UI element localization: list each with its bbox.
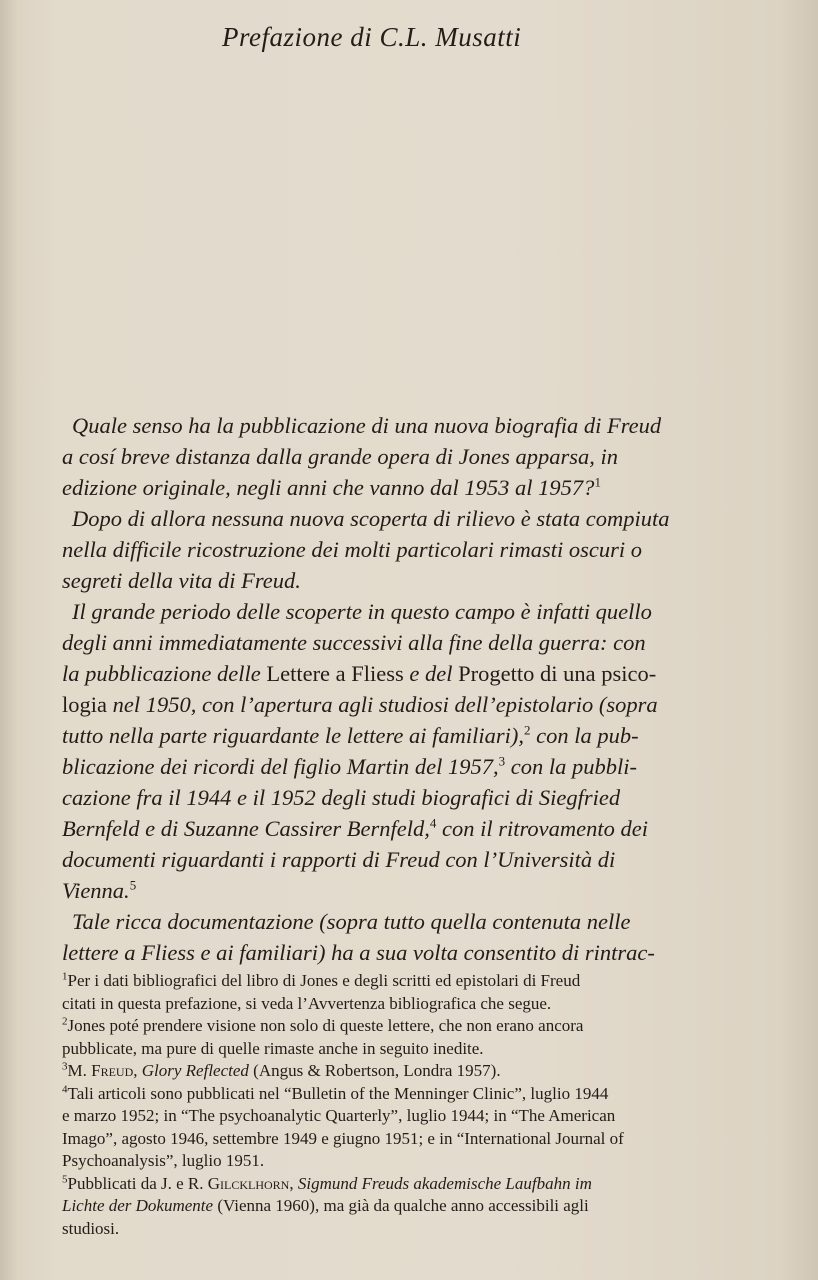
body-line: tutto nella parte riguardante le lettere ai familiari),$^2$ con la pub-	[62, 722, 639, 748]
body-line: Dopo di allora nessuna nuova scoperta di rilievo è stata compiuta	[72, 506, 670, 531]
body-line: Bernfeld e di Suzanne Cassirer Bernfeld,$^4$ con il ritrovamento dei	[62, 815, 649, 841]
footnote-line: studiosi.	[62, 1218, 120, 1238]
body-line: Il grande periodo delle scoperte in questo campo è infatti quello	[72, 599, 652, 624]
footnote-1: $^1$Per i dati bibliografici del libro di Jones e degli scritti ed epistolari di Freud	[62, 970, 581, 990]
footnote-line: citati in questa prefazione, si veda l’Avvertenza bibliografica che segue.	[62, 993, 552, 1013]
body-line: logia nel 1950, con l’apertura agli studiosi dell’epistolario (sopra	[62, 692, 658, 717]
footnote-5: $^5$Pubblicati da J. e R. Gilcklhorn, Sigmund Freuds akademische Laufbahn im	[62, 1172, 592, 1193]
footnote-ref: 3	[498, 753, 506, 769]
footnote-4: $^4$Tali articoli sono pubblicati nel “Bulletin of the Menninger Clinic”, luglio 1944	[62, 1082, 609, 1103]
body-line: degli anni immediatamente successivi alla fine della guerra: con	[62, 630, 646, 655]
body-line: cazione fra il 1944 e il 1952 degli studi biografici di Siegfried	[62, 785, 621, 810]
body-line: edizione originale, negli anni che vanno dal 1953 al 1957?$^1$	[62, 474, 601, 500]
book-title-progetto: Progetto di una psico-	[458, 661, 657, 686]
body-line: a cosí breve distanza dalla grande opera di Jones apparsa, in	[62, 444, 618, 469]
footnote-line: pubblicate, ma pure di quelle rimaste anche in seguito inedite.	[62, 1038, 484, 1058]
preface-body	[62, 410, 774, 968]
body-line: Vienna.$^5$	[62, 877, 137, 903]
body-line: Quale senso ha la pubblicazione di una nuova biografia di Freud	[72, 413, 662, 438]
body-line: blicazione dei ricordi del figlio Martin del 1957,$^3$ con la pubbli-	[62, 753, 637, 779]
footnote-ref: 2	[524, 722, 531, 738]
body-line: documenti riguardanti i rapporti di Freud con l’Università di	[62, 847, 616, 872]
body-line: nella difficile ricostruzione dei molti particolari rimasti oscuri o	[62, 537, 642, 562]
footnote-ref: 5	[129, 877, 137, 893]
footnote-ref: 1	[594, 474, 601, 490]
footnote-line: e marzo 1952; in “The psychoanalytic Quarterly”, luglio 1944; in “The American	[62, 1106, 616, 1125]
body-line: lettere a Fliess e ai familiari) ha a sua volta consentito di rintrac-	[62, 940, 655, 965]
body-line: la pubblicazione delle Lettere a Fliess e del Progetto di una psico-	[62, 661, 657, 686]
body-line: Tale ricca documentazione (sopra tutto quella contenuta nelle	[72, 909, 631, 934]
footnotes	[62, 970, 762, 1240]
page-title: Prefazione di C.L. Musatti	[222, 22, 522, 52]
footnote-line: Imago”, agosto 1946, settembre 1949 e giugno 1951; e in “International Journal of	[62, 1128, 624, 1148]
footnote-ref: 4	[429, 815, 437, 831]
book-title-lettere: Lettere a Fliess	[266, 661, 404, 686]
body-line: segreti della vita di Freud.	[62, 568, 301, 593]
footnote-3: $^3$M. Freud, Glory Reflected (Angus & Robertson, Londra 1957).	[62, 1060, 501, 1080]
footnote-2: $^2$Jones poté prendere visione non solo di queste lettere, che non erano ancora	[62, 1015, 584, 1035]
footnote-line: Lichte der Dokumente (Vienna 1960), ma già da qualche anno accessibili agli	[62, 1196, 589, 1215]
footnote-line: Psychoanalysis”, luglio 1951.	[62, 1151, 265, 1170]
